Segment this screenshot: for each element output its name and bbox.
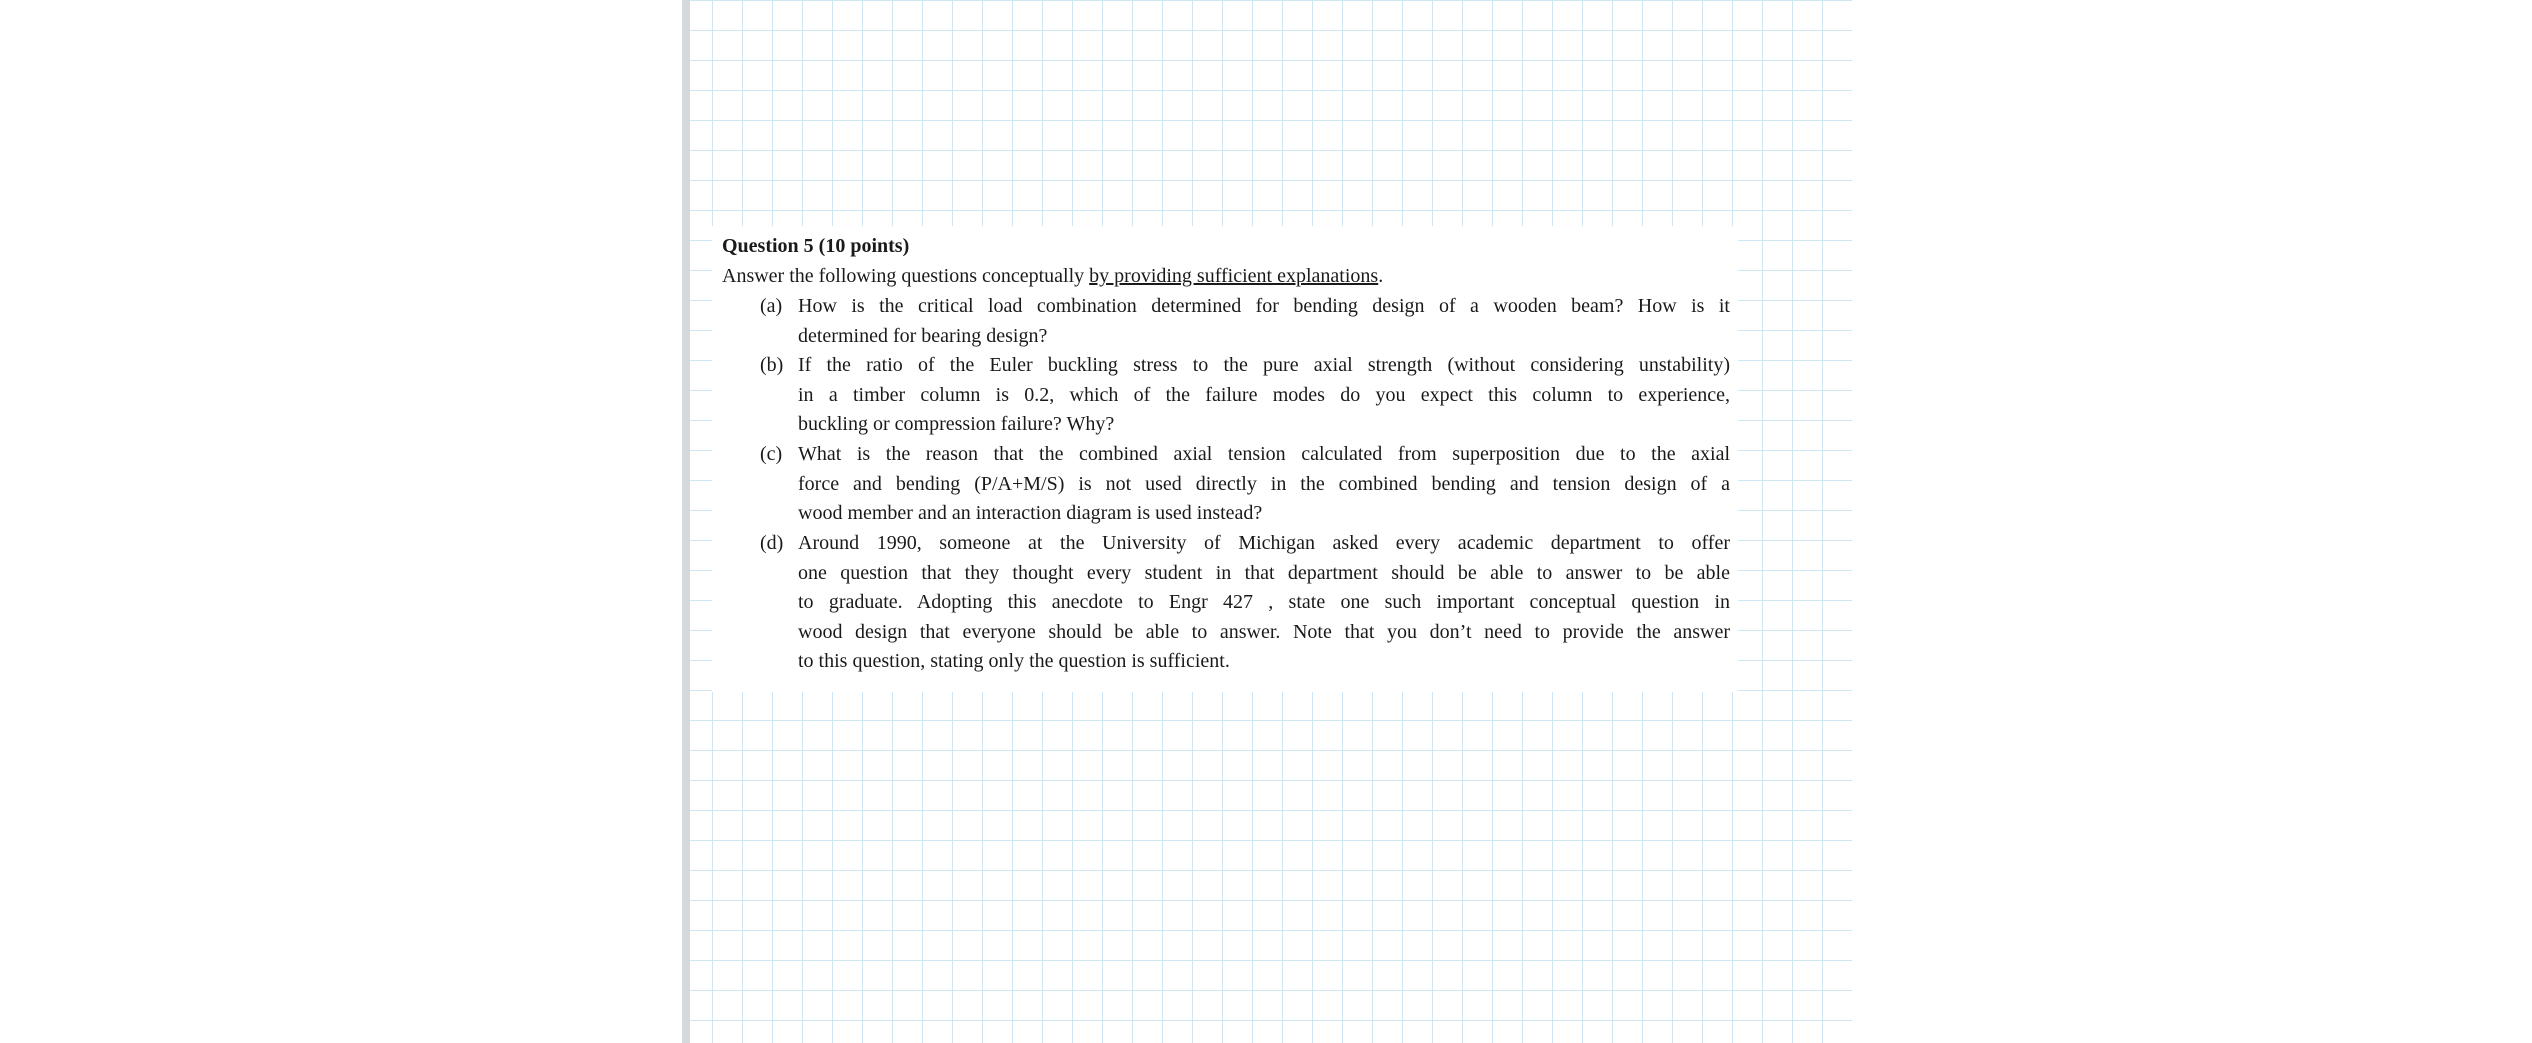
sub-question-d [760,529,1730,677]
instructions-text: Answer the following questions conceptually [722,265,1090,287]
text-line: to this question, stating only the question is sufficient. [798,650,1230,673]
text-line: buckling or compression failure? Why? [798,413,1115,436]
sub-question-marker: (b) [760,354,784,376]
sub-question-text [798,529,1730,677]
text-line: If the ratio of the Euler buckling stress to the pure axial strength (without considering unstability) [798,354,1730,376]
question-instructions [722,262,1383,292]
text-line: wood design that everyone should be able to answer. Note that you don’t need to provide the answer [798,620,1730,643]
sub-question-text [798,351,1730,440]
text-line: force and bending (P/A+M/S) is not used directly in the combined bending and tension design of a [798,472,1730,495]
sub-question-c [760,440,1730,529]
text-line: determined for bearing design? [798,324,1048,347]
text-line: in a timber column is 0.2, which of the failure modes do you expect this column to experience, [798,383,1730,406]
sub-question-b [760,351,1730,440]
sub-question-marker: (c) [760,443,783,465]
text-line: one question that they thought every student in that department should be able to answer to be able [798,561,1730,584]
sub-question-marker: (d) [760,532,784,554]
question-block [712,226,1738,692]
text-line: Around 1990, someone at the University of Michigan asked every academic department to offer [798,532,1730,554]
text-line: How is the critical load combination determined for bending design of a wooden beam? How is it [798,295,1730,317]
question-heading: Question 5 (10 points) [722,235,910,257]
page-left-edge [682,0,690,1043]
sub-question-marker: (a) [760,295,783,317]
sub-question-text [798,440,1730,529]
text-line: wood member and an interaction diagram is used instead? [798,502,1263,525]
instructions-underlined-text: by providing sufficient explanations [1089,265,1379,287]
text-line: to graduate. Adopting this anecdote to Engr 427 , state one such important conceptual question in [798,591,1730,614]
sub-question-text [798,292,1730,351]
text-line: What is the reason that the combined axial tension calculated from superposition due to the axial [798,443,1730,465]
sub-question-a [760,292,1730,351]
instructions-period: . [1378,265,1384,287]
